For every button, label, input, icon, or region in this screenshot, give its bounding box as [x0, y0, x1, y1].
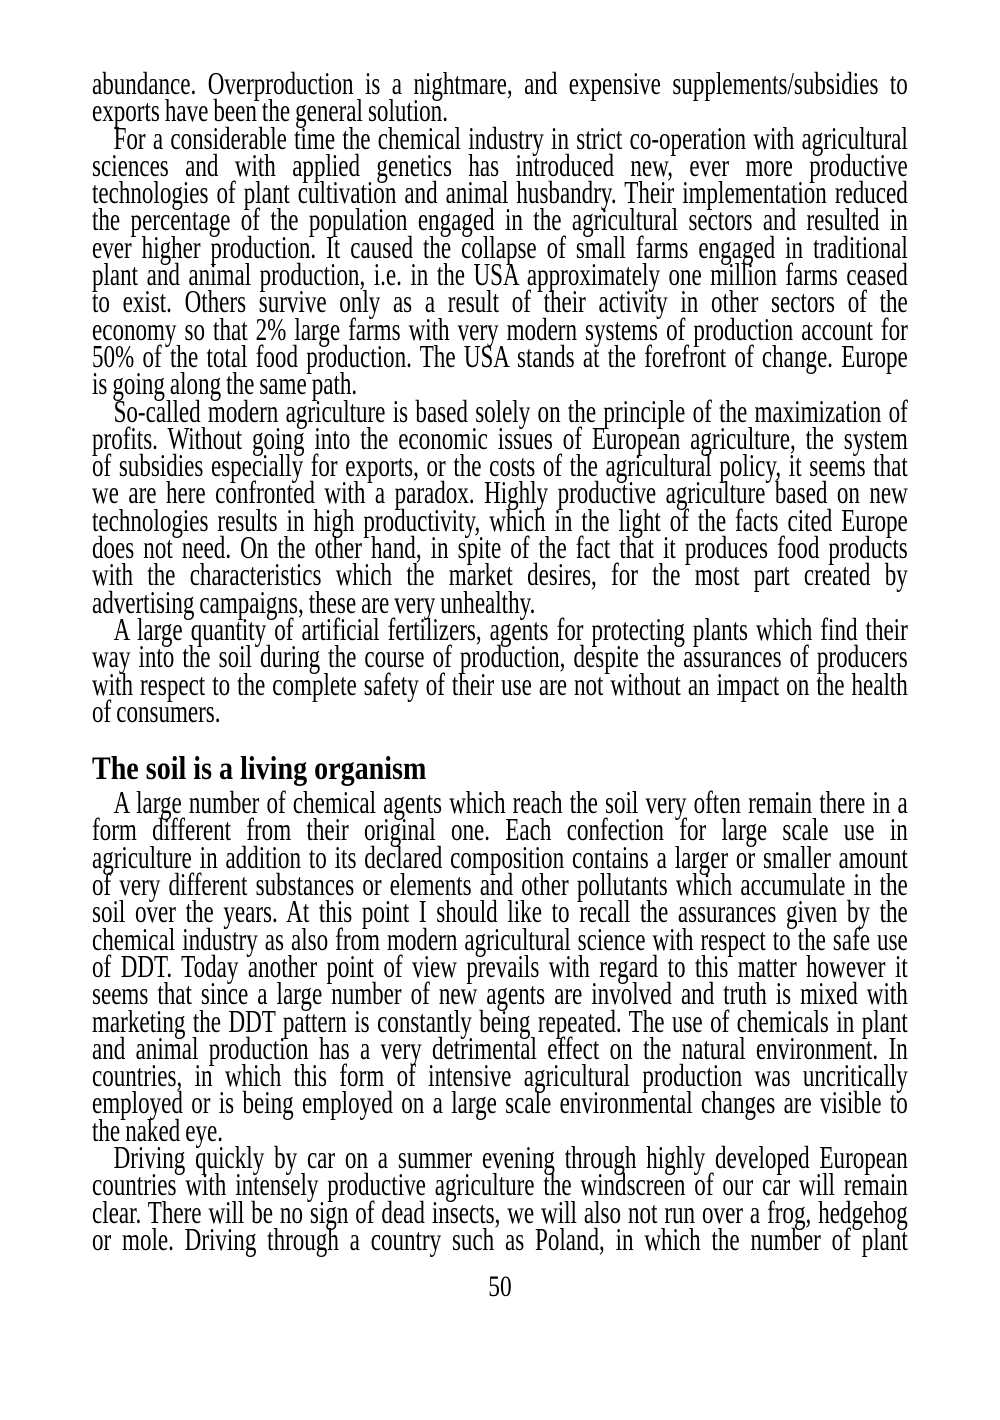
text-line: of DDT. Today another point of view prevails with regard to this matter however it [92, 947, 908, 984]
text-line: of consumers. [92, 692, 221, 729]
text-line: For a considerable time the chemical industry in strict co-operation with agricultural [113, 119, 908, 156]
text-line: advertising campaigns, these are very unhealthy. [92, 583, 536, 620]
text-line: technologies of plant cultivation and animal husbandry. Their implementation reduced [92, 174, 908, 211]
text-line: countries, in which this form of intensive agricultural production was uncritically [92, 1057, 908, 1094]
text-line: or mole. Driving through a country such as Poland, in which the number of plant [92, 1220, 908, 1257]
text-line: A large quantity of artificial fertilizers, agents for protecting plants which find their [113, 610, 908, 647]
text-line: A large number of chemical agents which reach the soil very often remain there in a [113, 784, 908, 821]
text-line: of very different substances or elements and other pollutants which accumulate in the [92, 866, 908, 903]
text-line: clear. There will be no sign of dead insects, we will also not run over a frog, hedgehog [92, 1193, 908, 1230]
text-line: agriculture in addition to its declared composition contains a larger or smaller amount [92, 838, 908, 875]
text-line: 50% of the total food production. The USA stands at the forefront of change. Europe [92, 337, 908, 374]
paragraph [92, 1138, 908, 1257]
text-line: and animal production has a very detrimental effect on the natural environment. In [92, 1029, 908, 1066]
text-line: chemical industry as also from modern agricultural science with respect to the safe use [92, 920, 908, 957]
text-line: employed or is being employed on a large scale environmental changes are visible to [92, 1084, 908, 1121]
text-line: So-called modern agriculture is based solely on the principle of the maximization of [113, 392, 908, 429]
text-line: exports have been the general solution. [92, 92, 448, 129]
page-number-value: 50 [488, 1270, 512, 1304]
paragraph [92, 65, 908, 129]
text-line: with the characteristics which the market desires, for the most part created by [92, 556, 908, 593]
text-line: with respect to the complete safety of their use are not without an impact on the health [92, 665, 908, 702]
paragraph [92, 784, 908, 1148]
page-number [92, 1270, 908, 1305]
paragraph [92, 392, 908, 620]
paragraph [92, 119, 908, 402]
text-line: we are here confronted with a paradox. Highly productive agriculture based on new [92, 474, 908, 511]
text-line: technologies results in high productivity, which in the light of the facts cited Europe [92, 501, 908, 538]
text-line: the percentage of the population engaged in the agricultural sectors and resulted in [92, 201, 908, 238]
text-line: does not need. On the other hand, in spite of the fact that it produces food products [92, 529, 908, 566]
text-line: to exist. Others survive only as a result of their activity in other sectors of the [92, 283, 908, 320]
text-line: way into the soil during the course of production, despite the assurances of producers [92, 638, 908, 675]
text-line: sciences and with applied genetics has introduced new, ever more productive [92, 146, 908, 183]
text-line: the naked eye. [92, 1111, 223, 1148]
text-line: of subsidies especially for exports, or the costs of the agricultural policy, it seems that [92, 447, 908, 484]
text-line: Driving quickly by car on a summer evening through highly developed European [113, 1138, 908, 1175]
text-line: profits. Without going into the economic issues of European agriculture, the system [92, 419, 908, 456]
text-line: soil over the years. At this point I should like to recall the assurances given by the [92, 893, 908, 930]
paragraph [92, 610, 908, 729]
text-line: form different from their original one. Each confection for large scale use in [92, 811, 908, 848]
section-heading: The soil is a living organism [92, 751, 427, 788]
text-line: economy so that 2% large farms with very modern systems of production account for [92, 310, 908, 347]
text-column [92, 65, 908, 1305]
text-line: plant and animal production, i.e. in the USA approximately one million farms ceased [92, 256, 908, 293]
text-line: abundance. Overproduction is a nightmare, and expensive supplements/subsidies to [92, 65, 908, 101]
text-line: seems that since a large number of new agents are involved and truth is mixed with [92, 975, 908, 1012]
text-line: marketing the DDT pattern is constantly being repeated. The use of chemicals in plant [92, 1002, 908, 1039]
text-line: countries with intensely productive agriculture the windscreen of our car will remain [92, 1166, 908, 1203]
text-line: ever higher production. It caused the collapse of small farms engaged in traditional [92, 228, 908, 265]
text-line: is going along the same path. [92, 365, 358, 402]
